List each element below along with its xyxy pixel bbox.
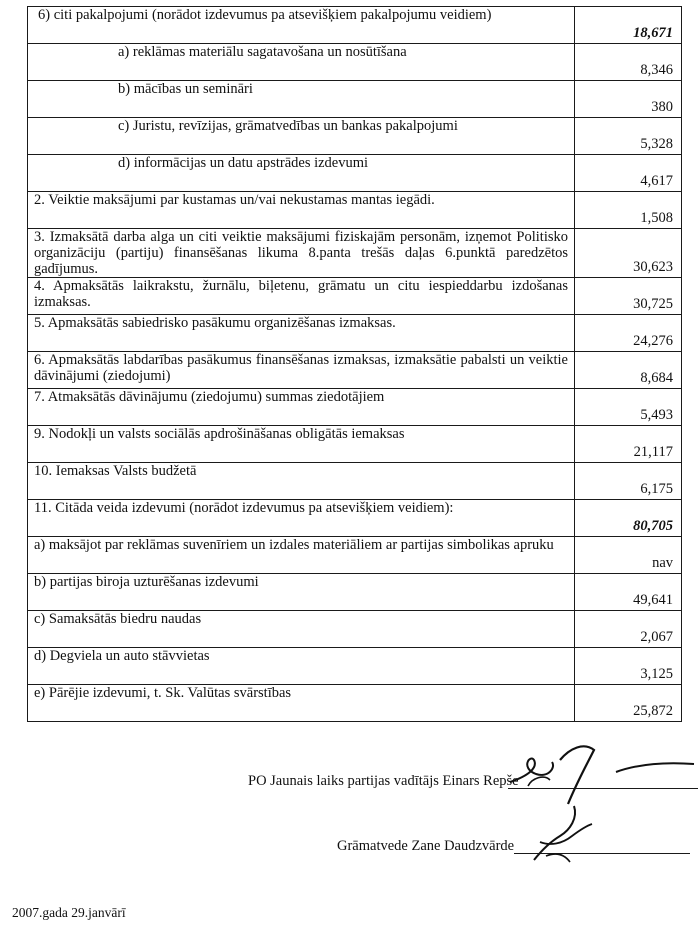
table-row — [28, 648, 682, 685]
table-row — [28, 44, 682, 81]
table-row — [28, 389, 682, 426]
row-value: 8,346 — [575, 44, 682, 81]
row-label: d) Degviela un auto stāvvietas — [28, 648, 575, 685]
row-label: 6. Apmaksātās labdarības pasākumus finansēšanas izmaksas, izmaksātie pabalsti un veiktie dāvinājumi (ziedojumi) — [28, 352, 575, 389]
row-label: 4. Apmaksātās laikrakstu, žurnālu, biļetenu, grāmatu un citu iespieddarbu izdošanas izmaksas. — [28, 278, 575, 315]
table-row — [28, 426, 682, 463]
row-label: d) informācijas un datu apstrādes izdevumi — [28, 155, 575, 192]
row-label: c) Samaksātās biedru naudas — [28, 611, 575, 648]
row-value: 25,872 — [575, 685, 682, 722]
row-value: 18,671 — [575, 7, 682, 44]
table-row — [28, 685, 682, 722]
expenses-table — [27, 6, 682, 722]
row-label: e) Pārējie izdevumi, t. Sk. Valūtas svārstības — [28, 685, 575, 722]
row-label: 11. Citāda veida izdevumi (norādot izdevumus pa atsevišķiem veidiem): — [28, 500, 575, 537]
expenses-table-body — [28, 7, 682, 722]
table-row — [28, 81, 682, 118]
row-value: 49,641 — [575, 574, 682, 611]
table-row — [28, 192, 682, 229]
row-value: 8,684 — [575, 352, 682, 389]
row-value: 80,705 — [575, 500, 682, 537]
row-value: 380 — [575, 81, 682, 118]
table-row — [28, 229, 682, 278]
row-label: b) mācības un semināri — [28, 81, 575, 118]
row-value: 4,617 — [575, 155, 682, 192]
row-value: nav — [575, 537, 682, 574]
row-label: 2. Veiktie maksājumi par kustamas un/vai nekustamas mantas iegādi. — [28, 192, 575, 229]
row-value: 5,328 — [575, 118, 682, 155]
row-value: 5,493 — [575, 389, 682, 426]
row-value: 30,623 — [575, 229, 682, 278]
table-row — [28, 155, 682, 192]
row-label: a) maksājot par reklāmas suvenīriem un izdales materiāliem ar partijas simbolikas apruku — [28, 537, 575, 574]
table-row — [28, 574, 682, 611]
row-value: 1,508 — [575, 192, 682, 229]
row-value: 2,067 — [575, 611, 682, 648]
table-row — [28, 537, 682, 574]
row-label: 7. Atmaksātās dāvinājumu (ziedojumu) summas ziedotājiem — [28, 389, 575, 426]
row-label: 9. Nodokļi un valsts sociālās apdrošināšanas obligātās iemaksas — [28, 426, 575, 463]
row-label: 5. Apmaksātās sabiedrisko pasākumu organizēšanas izmaksas. — [28, 315, 575, 352]
row-label: c) Juristu, revīzijas, grāmatvedības un bankas pakalpojumi — [28, 118, 575, 155]
table-row — [28, 611, 682, 648]
table-row — [28, 463, 682, 500]
row-label: 3. Izmaksātā darba alga un citi veiktie maksājumi fiziskajām personām, izņemot Politisko organizāciju (partiju) finansēšanas likuma 8.panta trešās daļas 6.punktā paredzētos gadījumus. — [28, 229, 575, 278]
table-row — [28, 118, 682, 155]
table-row — [28, 352, 682, 389]
accountant-signature-scribble — [520, 796, 600, 876]
table-row — [28, 7, 682, 44]
row-label: 10. Iemaksas Valsts budžetā — [28, 463, 575, 500]
row-label: b) partijas biroja uzturēšanas izdevumi — [28, 574, 575, 611]
row-value: 6,175 — [575, 463, 682, 500]
row-label: 6) citi pakalpojumi (norādot izdevumus pa atsevišķiem pakalpojumu veidiem) — [28, 7, 575, 44]
accountant-signature-label: Grāmatvede Zane Daudzvārde — [337, 838, 515, 854]
row-value: 30,725 — [575, 278, 682, 315]
table-row — [28, 500, 682, 537]
row-value: 21,117 — [575, 426, 682, 463]
row-label: a) reklāmas materiālu sagatavošana un nosūtīšana — [28, 44, 575, 81]
table-row — [28, 278, 682, 315]
row-value: 3,125 — [575, 648, 682, 685]
document-date: 2007.gada 29.janvārī — [12, 905, 126, 920]
row-value: 24,276 — [575, 315, 682, 352]
table-row — [28, 315, 682, 352]
chairman-signature-label: PO Jaunais laiks partijas vadītājs Einars Repše — [248, 773, 519, 789]
